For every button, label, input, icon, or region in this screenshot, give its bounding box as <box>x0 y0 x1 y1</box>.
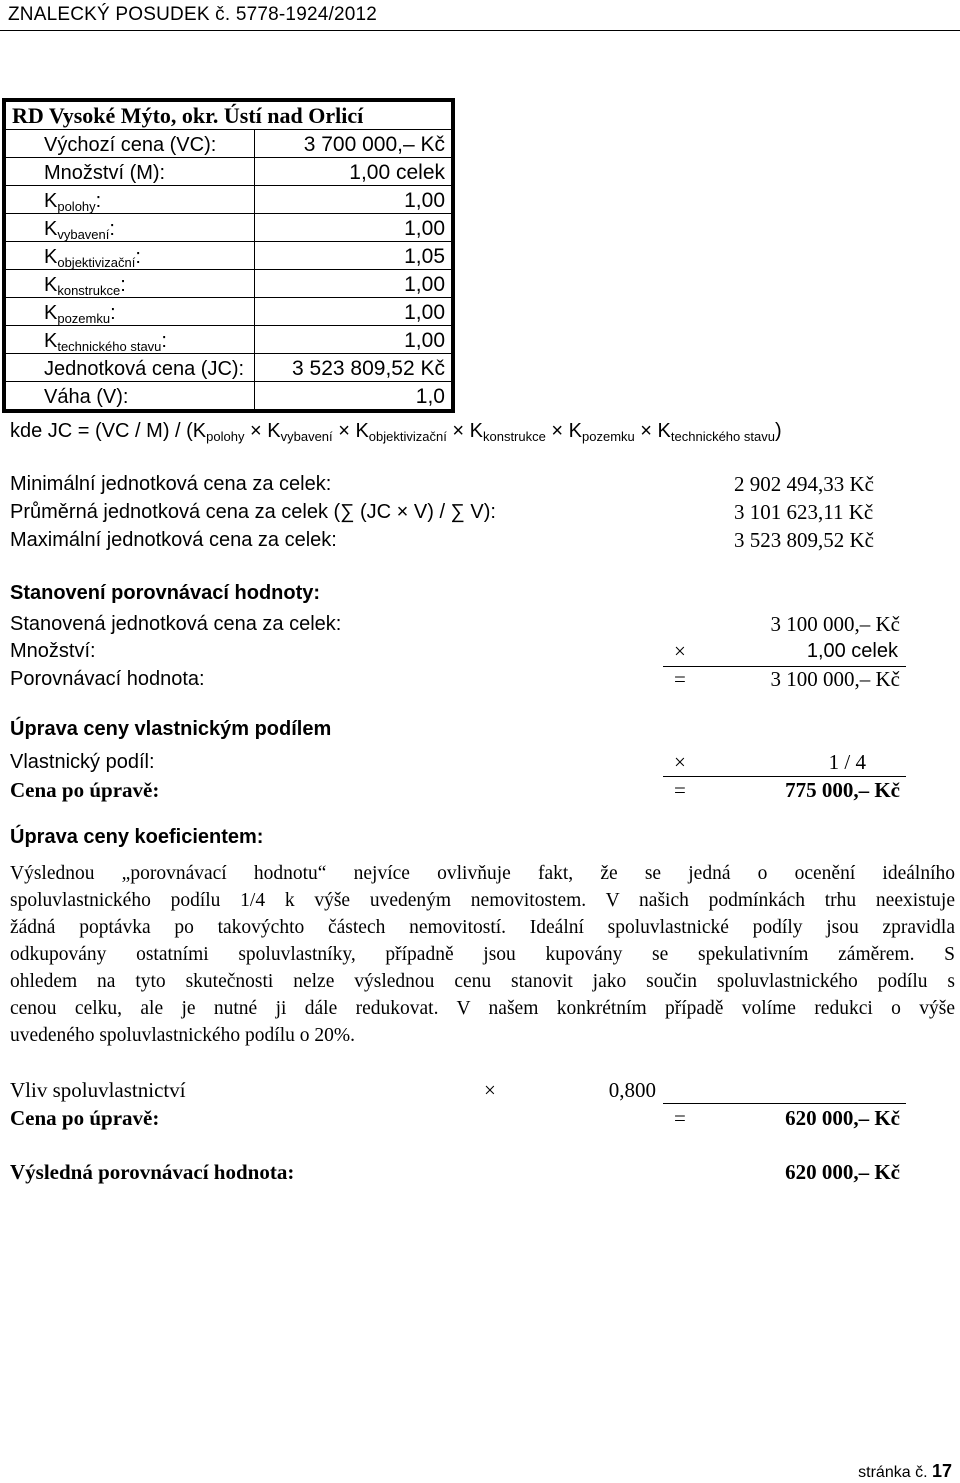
record-row: $K_{pozemku}$: 1,00 <box>4 298 453 326</box>
calc-label: Vliv spoluvlastnictví <box>10 1078 186 1102</box>
calc-value: 3 100 000,– Kč <box>770 612 900 636</box>
record-row: $K_{vybavení}$: 1,00 <box>4 214 453 242</box>
stat-value: 3 101 623,11 Kč <box>734 500 874 524</box>
record-row: $K_{technického stavu}$: 1,00 <box>4 326 453 354</box>
page-footer: stránka č. 17 <box>858 1461 952 1481</box>
sum-underline <box>663 776 906 777</box>
section-heading: Úprava ceny vlastnickým podílem <box>10 718 332 740</box>
comparable-record-table <box>2 98 455 413</box>
record-title: RD Vysoké Mýto, okr. Ústí nad Orlicí <box>4 100 453 130</box>
multiply-sign: × <box>484 1078 496 1102</box>
record-row: Výchozí cena (VC): 3 700 000,– Kč <box>4 130 453 158</box>
final-label: Výsledná porovnávací hodnota: <box>10 1160 295 1184</box>
stat-label: Maximální jednotková cena za celek: <box>10 529 337 551</box>
calc-label: Množství: <box>10 640 96 662</box>
equals-sign: = <box>674 1106 686 1130</box>
multiply-sign: × <box>674 639 686 663</box>
stat-value: 3 523 809,52 Kč <box>734 528 874 552</box>
result-value: 620 000,– Kč <box>785 1106 900 1130</box>
sum-underline <box>663 1103 906 1104</box>
justification-paragraph: Výslednou „porovnávací hodnotu“ nejvíce ovlivňuje fakt, že se jedná o ocenění ideálního spoluvlastnického podílu 1/4 k výše uvedeným nemovitostem. V našich podmínkách trhu neexistuje žádná poptávka po takovýchto částech nemovitostí. Ideální spoluvlastnické podíly jsou zpravidla odkupovány ostatními spoluvlastníky, případně jsou kupovány se spekulativním záměrem. S ohledem na tyto skutečnosti nelze výslednou cenu stanovit jako součin spoluvlastnického podílu s cenou celku, ale je nutné ji dále redukovat. V našem konkrétním případě volíme redukci o výše uvedeného spoluvlastnického podílu o 20%. <box>10 863 955 1046</box>
stat-label: Minimální jednotková cena za celek: <box>10 473 332 495</box>
equals-sign: = <box>674 667 686 691</box>
section-heading: Stanovení porovnávací hodnoty: <box>10 582 321 604</box>
record-row: Jednotková cena (JC): 3 523 809,52 Kč <box>4 354 453 382</box>
result-value: 775 000,– Kč <box>785 778 900 802</box>
multiply-sign: × <box>674 750 686 774</box>
document-header: ZNALECKÝ POSUDEK č. 5778-1924/2012 <box>8 4 378 25</box>
record-row: $K_{konstrukce}$: 1,00 <box>4 270 453 298</box>
calc-value: 1 / 4 <box>828 750 866 774</box>
record-row: Množství (M): 1,00 celek <box>4 158 453 186</box>
section-heading: Úprava ceny koeficientem: <box>10 826 264 848</box>
calc-label: Vlastnický podíl: <box>10 751 155 773</box>
formula-line: kde JC = $(VC / M) / (K_{polohy} \times K_{vybavení} \times K_{objektivizační} \times K_{konstrukce} \times K_{pozemku} \times K_{technického stavu})$ <box>10 420 782 444</box>
calc-label: Stanovená jednotková cena za celek: <box>10 613 342 635</box>
header-divider <box>0 30 960 31</box>
stat-value: 2 902 494,33 Kč <box>734 472 874 496</box>
calc-value: 0,800 <box>608 1078 656 1102</box>
calc-value: 1,00 celek <box>806 640 898 662</box>
stat-label: Průměrná jednotková cena za celek (∑ (JC × V) / ∑ V): <box>10 501 496 523</box>
record-row: $K_{objektivizační}$: 1,05 <box>4 242 453 270</box>
result-label: Cena po úpravě: <box>10 778 160 802</box>
result-label: Cena po úpravě: <box>10 1106 160 1130</box>
record-row: Váha (V): 1,0 <box>4 382 453 412</box>
record-row: $K_{polohy}$: 1,00 <box>4 186 453 214</box>
calc-label: Porovnávací hodnota: <box>10 668 205 690</box>
final-value: 620 000,– Kč <box>785 1160 900 1184</box>
equals-sign: = <box>674 778 686 802</box>
calc-value: 3 100 000,– Kč <box>770 667 900 691</box>
